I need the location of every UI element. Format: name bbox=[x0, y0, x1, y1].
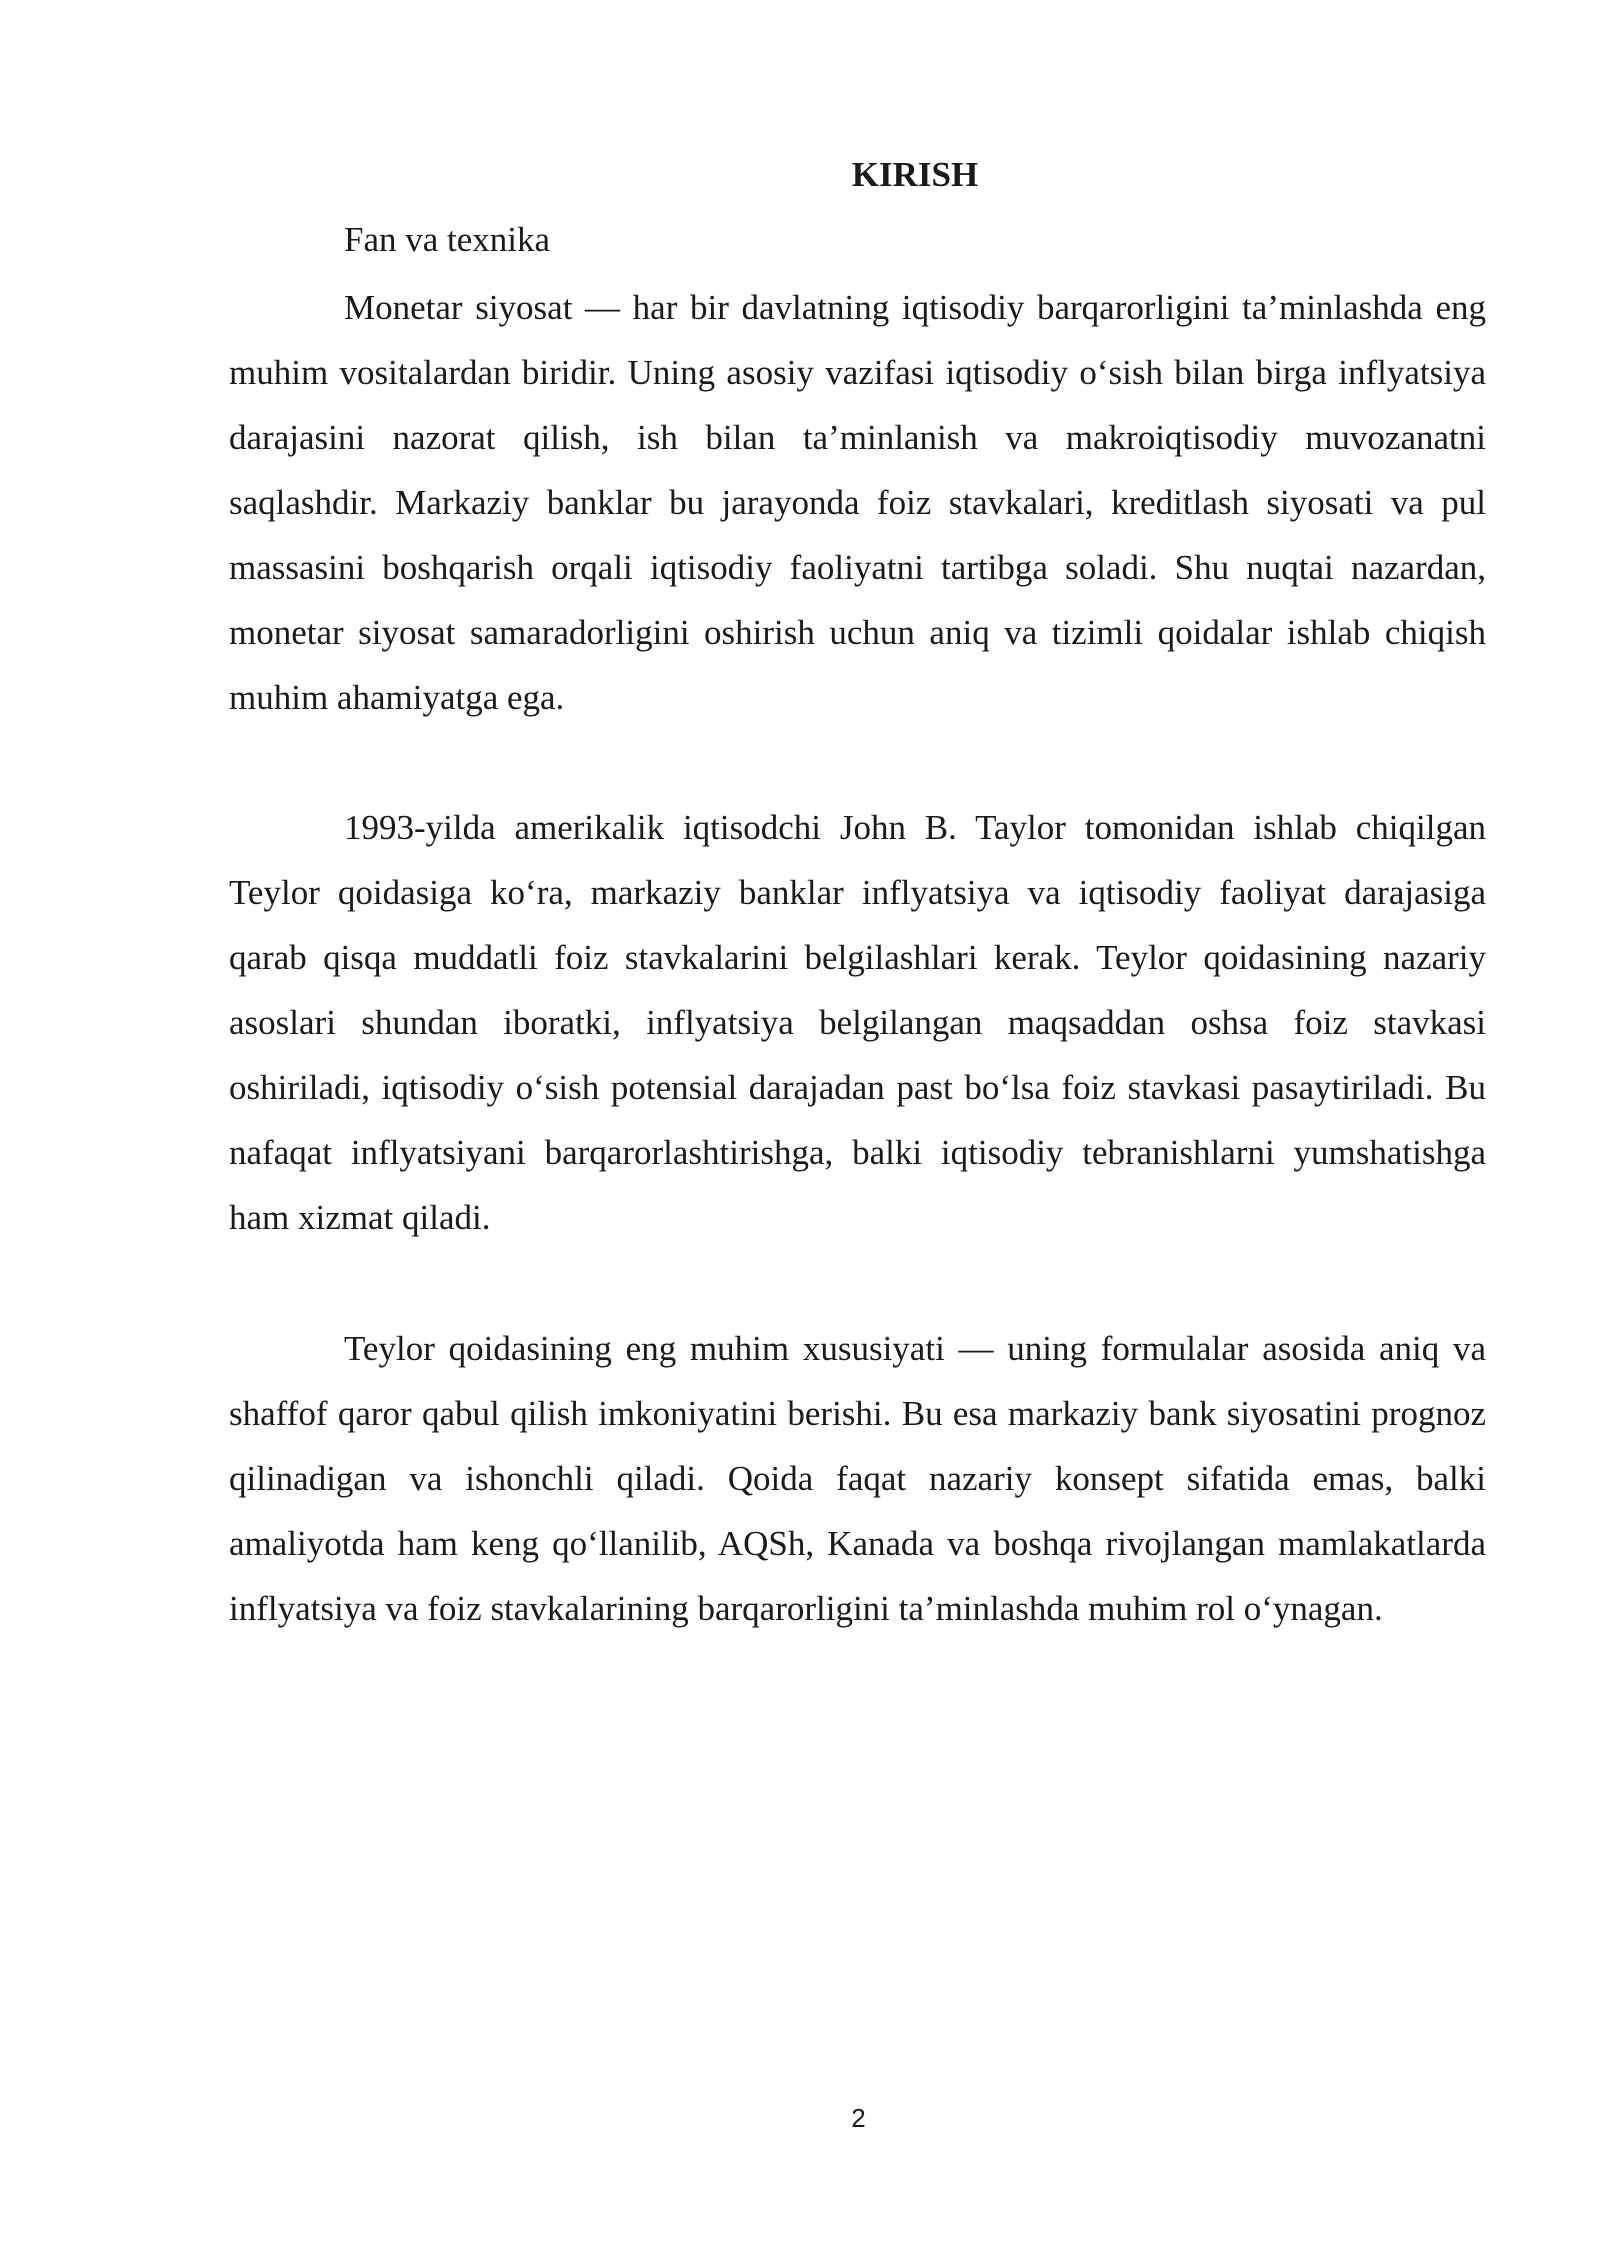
page-number: 2 bbox=[851, 2103, 866, 2133]
paragraph-1: Monetar siyosat — har bir davlatning iqtisodiy barqarorligini ta’minlashda eng muhim vositalardan biridir. Uning asosiy vazifasi iqtisodiy o‘sish bilan birga inflyatsiya darajasini nazorat qilish, ish bilan ta’minlanish va makroiqtisodiy muvozanatni saqlashdir. Markaziy banklar bu jarayonda foiz stavkalari, kreditlash siyosati va pul massasini boshqarish orqali iqtisodiy faoliyatni tartibga soladi. Shu nuqtai nazardan, monetar siyosat samaradorligini oshirish uchun aniq va tizimli qoidalar ishlab chiqish muhim ahamiyatga ega. bbox=[229, 288, 1486, 717]
page-subtitle: Fan va texnika bbox=[344, 220, 551, 259]
paragraph-3: Teylor qoidasining eng muhim xususiyati — uning formulalar asosida aniq va shaffof qaror qabul qilish imkoniyatini berishi. Bu esa markaziy bank siyosatini prognoz qilinadigan va ishonchli qiladi. Qoida faqat nazariy konsept sifatida emas, balki amaliyotda ham keng qo‘llanilib, AQSh, Kanada va boshqa rivojlangan mamlakatlarda inflyatsiya va foiz stavkalarining barqarorligini ta’minlashda muhim rol o‘ynagan. bbox=[229, 1329, 1486, 1628]
paragraph-2: 1993-yilda amerikalik iqtisodchi John B. Taylor tomonidan ishlab chiqilgan Teylor qoidasiga ko‘ra, markaziy banklar inflyatsiya va iqtisodiy faoliyat darajasiga qarab qisqa muddatli foiz stavkalarini belgilashlari kerak. Teylor qoidasining nazariy asoslari shundan iboratki, inflyatsiya belgilangan maqsaddan oshsa foiz stavkasi oshiriladi, iqtisodiy o‘sish potensial darajadan past bo‘lsa foiz stavkasi pasaytiriladi. Bu nafaqat inflyatsiyani barqarorlashtirishga, balki iqtisodiy tebranishlarni yumshatishga ham xizmat qiladi. bbox=[229, 808, 1486, 1237]
page-title: KIRISH bbox=[851, 155, 979, 194]
